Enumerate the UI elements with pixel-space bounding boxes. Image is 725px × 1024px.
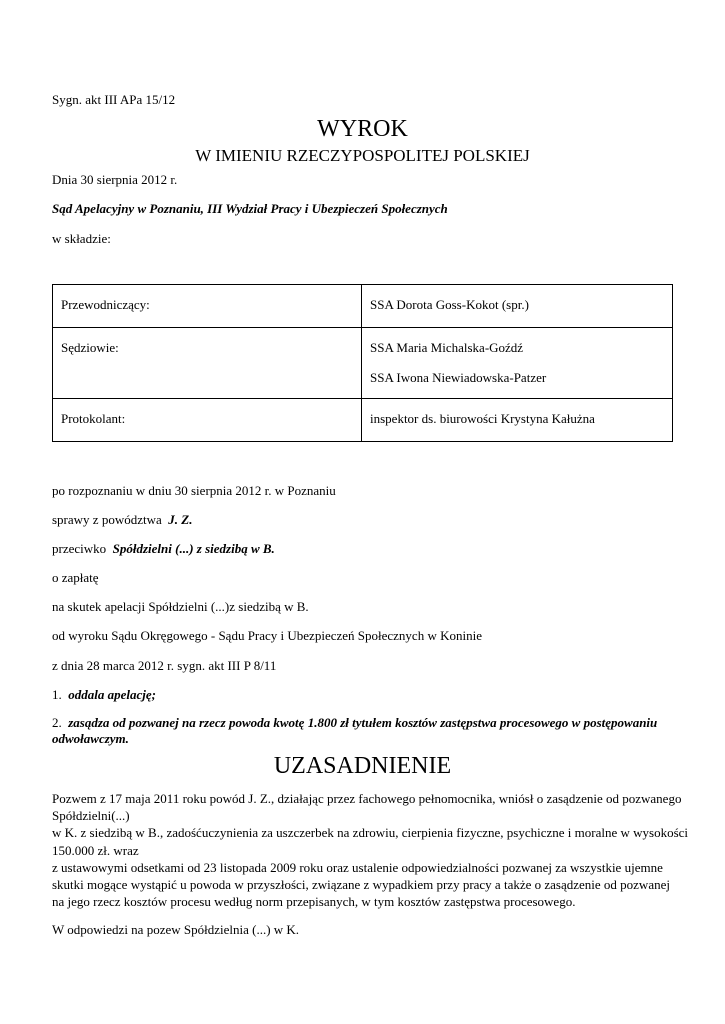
reply-line: W odpowiedzi na pozew Spółdzielnia (...) w K.	[52, 922, 300, 937]
against-prefix: przeciwko	[52, 541, 107, 556]
claim-line	[52, 512, 192, 528]
reasons-line: na jego rzecz kosztów procesu według norm przepisanych, w tym kosztów zastępstwa procesowego.	[52, 894, 576, 910]
ruling-number: 1.	[52, 687, 62, 702]
verdict-date: Dnia 30 sierpnia 2012 r.	[52, 172, 178, 187]
verdict-subtitle: W IMIENIU RZECZYPOSPOLITEJ POLSKIEJ	[195, 146, 530, 165]
reasons-line: Spółdzielni(...)	[52, 808, 130, 824]
reasons-line: w K. z siedzibą w B., zadośćuczynienia za uszczerbek na zdrowiu, cierpienia fizyczne, psychiczne i moralne w wysokości	[52, 825, 689, 841]
reasons-line: Pozwem z 17 maja 2011 roku powód J. Z., działając przez fachowego pełnomocnika, wniósł o zasądzenie od pozwanego	[52, 791, 682, 806]
appeal-line: na skutek apelacji Spółdzielni (...)z siedzibą w B.	[52, 599, 309, 614]
judge-name: SSA Iwona Niewiadowska-Patzer	[370, 370, 547, 385]
reasons-line: 150.000 zł. wraz	[52, 842, 139, 858]
panel-row-chair	[53, 285, 673, 328]
claim-prefix: sprawy z powództwa	[52, 512, 162, 527]
clerk-value: inspektor ds. biurowości Krystyna Kałużna	[362, 399, 673, 442]
clerk-label: Protokolant:	[53, 399, 362, 442]
judgment-of-line: od wyroku Sądu Okręgowego - Sądu Pracy i Ubezpieczeń Społecznych w Koninie	[52, 628, 482, 643]
ruling-item-1	[52, 687, 156, 703]
hearing-line: po rozpoznaniu w dniu 30 sierpnia 2012 r. w Poznaniu	[52, 483, 336, 498]
reasons-line: skutki mogące wystąpić u powoda w przyszłości, związane z wypadkiem przy pracy a także o zasądzenie od pozwanej	[52, 877, 670, 893]
ruling-text: zasądza od pozwanej na rzecz powoda kwotę 1.800 zł tytułem kosztów zastępstwa procesowego w postępowaniu odwoławczym.	[52, 715, 658, 746]
judges-value	[362, 328, 673, 399]
ruling-number: 2.	[52, 715, 62, 730]
case-number: Sygn. akt III APa 15/12	[52, 92, 176, 107]
judge-name: SSA Maria Michalska-Goźdź	[370, 340, 524, 355]
chair-label: Przewodniczący:	[53, 285, 362, 328]
judgment-date-line: z dnia 28 marca 2012 r. sygn. akt III P 8/11	[52, 658, 277, 673]
defendant-name: Spółdzielni (...) z siedzibą w B.	[112, 541, 275, 556]
reasons-title: UZASADNIENIE	[273, 753, 452, 779]
composition-label: w składzie:	[52, 231, 111, 246]
verdict-title: WYROK	[317, 116, 408, 142]
subject-line: o zapłatę	[52, 570, 99, 585]
against-line	[52, 541, 275, 557]
panel-table	[52, 284, 673, 442]
reasons-body	[52, 790, 689, 910]
panel-row-clerk	[53, 399, 673, 442]
court-name: Sąd Apelacyjny w Poznaniu, III Wydział Pracy i Ubezpieczeń Społecznych	[52, 201, 448, 216]
judges-label: Sędziowie:	[53, 328, 362, 399]
claimant-name: J. Z.	[168, 512, 193, 527]
panel-row-judges	[53, 328, 673, 399]
ruling-text: oddala apelację;	[68, 687, 156, 702]
reasons-line: z ustawowymi odsetkami od 23 listopada 2009 roku oraz ustalenie odpowiedzialności pozwanej za wszystkie ujemne	[52, 859, 663, 875]
chair-value: SSA Dorota Goss-Kokot (spr.)	[362, 285, 673, 328]
ruling-item-2	[52, 715, 680, 747]
